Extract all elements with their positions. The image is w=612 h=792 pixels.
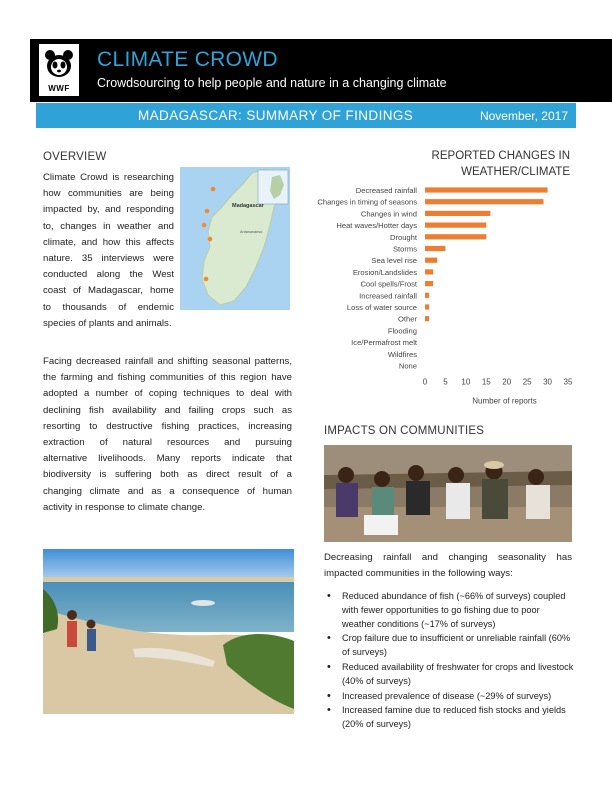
- overview-p2-line: resorting to destructive fishing practices, increasing: [43, 420, 292, 432]
- chart-bar: [425, 269, 433, 274]
- impacts-list: [324, 590, 574, 733]
- overview-p1-line: species of plants and animals.: [43, 317, 172, 329]
- chart-x-tick: 15: [481, 377, 491, 387]
- overview-paragraph-1: [43, 170, 174, 332]
- chart-category-label: Flooding: [387, 326, 417, 336]
- overview-p2-line: extraction of natural resources and pursuing: [43, 437, 292, 449]
- overview-p1-line: coast of Madagascar, home: [43, 285, 174, 297]
- header-bar: [30, 39, 612, 102]
- chart-category-label: Drought: [389, 232, 417, 242]
- chart-bar: [425, 316, 429, 321]
- chart-bar: [425, 281, 433, 286]
- chart-bar: [425, 199, 543, 204]
- chart-title-line: WEATHER/CLIMATE: [461, 166, 570, 178]
- chart-x-tick: 0: [422, 377, 428, 387]
- overview-p1-line: nature. 35 interviews were: [43, 253, 174, 265]
- chart-bar: [425, 258, 437, 263]
- impacts-intro: [324, 550, 572, 582]
- overview-p2-line: alternative livelihoods. Many reports indicate that: [43, 453, 292, 465]
- chart-category-label: Other: [398, 314, 417, 324]
- page-title: CLIMATE CROWD: [97, 48, 278, 71]
- chart-title-line: REPORTED CHANGES IN: [431, 150, 570, 162]
- impact-item: • Increased prevalence of disease (~29% of surveys): [324, 690, 574, 704]
- overview-p2-line: Facing decreased rainfall and shifting seasonal patterns,: [43, 356, 292, 367]
- chart-category-label: Storms: [392, 244, 417, 254]
- impact-item: • Reduced availability of freshwater for crops and livestock (40% of surveys): [324, 661, 574, 689]
- chart-category-label: None: [398, 361, 417, 371]
- chart-category-label: Erosion/Landslides: [352, 267, 417, 277]
- community-photo: [324, 445, 572, 542]
- chart-bar: [425, 187, 548, 192]
- weather-changes-chart: [300, 140, 600, 420]
- impact-item: • Crop failure due to insufficient or unreliable rainfall (60% of surveys): [324, 632, 574, 660]
- overview-paragraph-2: [43, 354, 292, 516]
- wwf-logo: [39, 44, 79, 96]
- chart-category-label: Changes in timing of seasons: [317, 197, 417, 207]
- chart-x-axis-label: Number of reports: [472, 396, 537, 406]
- chart-category-label: Ice/Permafrost melt: [351, 338, 417, 348]
- chart-x-tick: 10: [461, 377, 471, 387]
- chart-category-label: Sea level rise: [371, 256, 417, 266]
- overview-p1-line: climate, and how this affects: [43, 236, 174, 248]
- summary-banner: [36, 103, 576, 128]
- overview-p2-line: biodiversity is suffering both as direct result of a: [43, 469, 292, 481]
- chart-x-tick: 25: [522, 377, 532, 387]
- overview-p1-line: how communities are being: [43, 188, 174, 200]
- chart-x-tick: 30: [543, 377, 553, 387]
- page-subtitle: Crowdsourcing to help people and nature in a changing climate: [97, 76, 447, 90]
- chart-bar: [425, 293, 429, 298]
- map-label-city: Antananarivo: [240, 230, 263, 234]
- chart-x-tick: 35: [563, 377, 573, 387]
- chart-category-label: Increased rainfall: [359, 291, 417, 301]
- chart-x-tick: 20: [502, 377, 512, 387]
- chart-bar: [425, 304, 429, 309]
- chart-category-label: Changes in wind: [360, 209, 417, 219]
- panda-icon: [42, 47, 76, 81]
- banner-date: November, 2017: [479, 109, 568, 123]
- chart-category-label: Loss of water source: [346, 303, 417, 312]
- impact-item: • Reduced abundance of fish (~66% of surveys) coupled with fewer opportunities to go fishing due to poor weather conditions (~17% of surveys): [324, 590, 574, 631]
- overview-p1-line: conducted along the West: [43, 269, 174, 281]
- overview-p1-line: to thousands of endemic: [43, 301, 174, 313]
- chart-bar: [425, 211, 490, 216]
- overview-p1-line: to, changes in weather and: [43, 220, 174, 232]
- chart-category-label: Decreased rainfall: [355, 186, 417, 195]
- impacts-intro-line: Decreasing rainfall and changing seasonality has: [324, 552, 572, 563]
- madagascar-map: [180, 167, 290, 310]
- chart-category-label: Cool spells/Frost: [360, 279, 417, 289]
- banner-title: MADAGASCAR: SUMMARY OF FINDINGS: [138, 108, 414, 123]
- overview-p2-line: activity in response to climate change.: [43, 501, 206, 513]
- chart-bar: [425, 223, 486, 228]
- chart-category-label: Wildfires: [387, 349, 417, 359]
- map-label-country: Madagascar: [232, 203, 264, 209]
- overview-p1-line: impacted by, and responding: [43, 204, 174, 216]
- chart-bar: [425, 234, 486, 239]
- chart-category-label: Heat waves/Hotter days: [336, 221, 417, 231]
- logo-text: WWF: [48, 84, 70, 93]
- beach-photo: [43, 549, 294, 714]
- overview-p2-line: the farming and fishing communities of this region have: [43, 372, 292, 384]
- chart-x-tick: 5: [443, 377, 448, 387]
- impacts-intro-line: impacted communities in the following ways:: [324, 568, 513, 580]
- overview-p2-line: declining fish availability and failing crops such as: [43, 404, 292, 416]
- chart-bar: [425, 246, 445, 251]
- overview-p2-line: adopted a number of coping techniques to deal with: [43, 388, 292, 400]
- impacts-heading: IMPACTS ON COMMUNITIES: [324, 425, 485, 437]
- chart-canvas: [300, 140, 600, 420]
- impact-item: • Increased famine due to reduced fish stocks and yields (20% of surveys): [324, 704, 574, 732]
- overview-p2-line: changing climate and as a consequence of human: [43, 485, 292, 497]
- overview-p1-line: Climate Crowd is researching: [43, 172, 174, 183]
- overview-heading: OVERVIEW: [43, 151, 107, 163]
